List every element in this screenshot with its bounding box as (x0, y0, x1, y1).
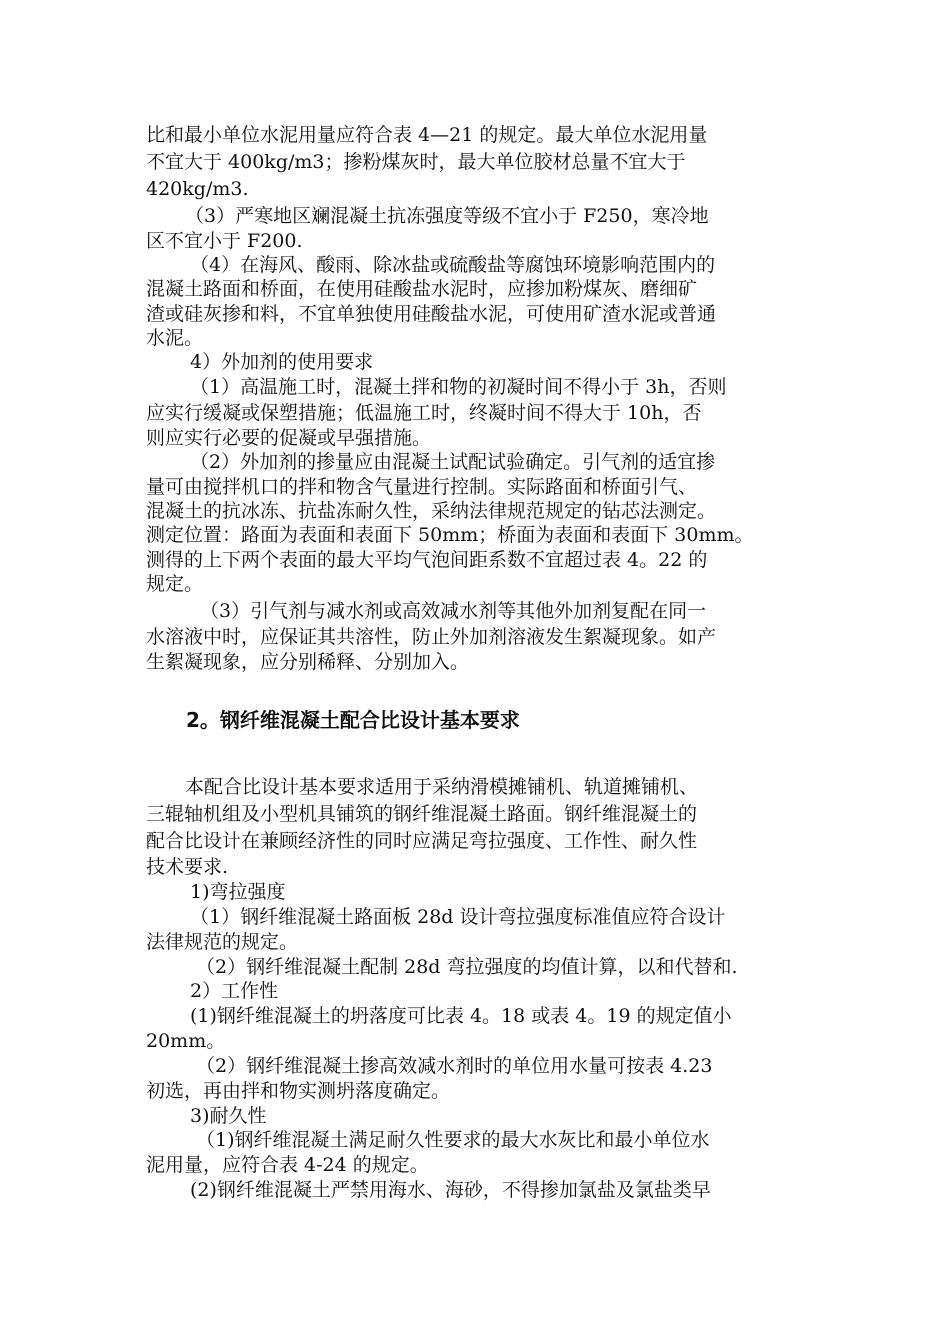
text-line: 量可由搅拌机口的拌和物含气量进行控制。实际路面和桥面引气、 (146, 476, 698, 498)
text-line: （1)钢纤维混凝土满足耐久性要求的最大水灰比和最小单位水 (196, 1129, 710, 1151)
text-line: （2）外加剂的掺量应由混凝土试配试验确定。引气剂的适宜掺 (190, 451, 716, 473)
text-line: 3)耐久性 (190, 1105, 267, 1127)
text-line: 4）外加剂的使用要求 (190, 351, 374, 373)
text-line: 应实行缓凝或保塑措施；低温施工时，终凝时间不得大于 10h，否 (146, 402, 702, 424)
text-line: 泥用量，应符合表 4-24 的规定。 (146, 1154, 429, 1176)
text-line: （1）钢纤维混凝土路面板 28d 设计弯拉强度标准值应符合设计 (190, 906, 726, 928)
text-line: (1)钢纤维混凝土的坍落度可比表 4。18 或表 4。19 的规定值小 (190, 1005, 732, 1027)
text-line: 比和最小单位水泥用量应符合表 4—21 的规定。最大单位水泥用量 (146, 124, 708, 146)
text-line: 水溶液中时，应保证其共溶性，防止外加剂溶液发生絮凝现象。如产 (146, 626, 717, 648)
text-line: （2）钢纤维混凝土掺高效减水剂时的单位用水量可按表 4.23 (196, 1055, 713, 1077)
text-line: 区不宜小于 F200. (146, 230, 303, 252)
text-line: （3）严寒地区斓混凝土抗冻强度等级不宜小于 F250，寒冷地 (185, 205, 709, 227)
text-line: 本配合比设计基本要求适用于采纳滑模摊铺机、轨道摊铺机、 (185, 776, 699, 798)
text-line: 混凝土的抗冰冻、抗盐冻耐久性，采纳法律规范规定的钻芯法测定。 (146, 500, 717, 522)
text-line: 混凝土路面和桥面，在使用硅酸盐水泥时，应掺加粉煤灰、磨细矿 (146, 278, 698, 300)
section-heading: 2。钢纤维混凝土配合比设计基本要求 (186, 708, 520, 732)
text-line: (2)钢纤维混凝土严禁用海水、海砂，不得掺加氯盐及氯盐类早 (190, 1179, 711, 1201)
text-line: 1)弯拉强度 (190, 881, 286, 903)
text-line: （4）在海风、酸雨、除冰盐或硫酸盐等腐蚀环境影响范围内的 (190, 254, 716, 276)
text-line: 2）工作性 (190, 980, 279, 1002)
text-line: 技术要求. (146, 856, 229, 878)
text-line: 420kg/m3. (146, 178, 249, 200)
text-line: （3）引气剂与减水剂或高效减水剂等其他外加剂复配在同一 (200, 600, 707, 622)
text-line: 初选，再由拌和物实测坍落度确定。 (146, 1080, 451, 1102)
text-line: 三辊轴机组及小型机具铺筑的钢纤维混凝土路面。钢纤维混凝土的 (146, 803, 698, 825)
text-line: 法律规范的规定。 (146, 931, 299, 953)
text-line: 渣或硅灰掺和料，不宜单独使用硅酸盐水泥，可使用矿渣水泥或普通 (146, 303, 717, 325)
text-line: 则应实行必要的促凝或早强措施。 (146, 427, 432, 449)
text-line: 生絮凝现象，应分别稀释、分别加入。 (146, 651, 470, 673)
text-line: 测得的上下两个表面的最大平均气泡间距系数不宜超过表 4。22 的 (146, 549, 708, 571)
text-line: 20mm。 (146, 1030, 226, 1052)
text-line: 不宜大于 400kg/m3；掺粉煤灰时，最大单位胶材总量不宜大于 (146, 151, 686, 173)
text-line: 水泥。 (146, 327, 204, 349)
text-line: （1）高温施工时，混凝土拌和物的初凝时间不得小于 3h，否则 (190, 376, 727, 398)
text-line: 配合比设计在兼顾经济性的同时应满足弯拉强度、工作性、耐久性 (146, 830, 698, 852)
text-line: 测定位置：路面为表面和表面下 50mm；桥面为表面和表面下 30mm。 (146, 524, 754, 546)
text-line: （2）钢纤维混凝土配制 28d 弯拉强度的均值计算，以和代替和. (196, 956, 738, 978)
text-line: 规定。 (146, 573, 204, 595)
